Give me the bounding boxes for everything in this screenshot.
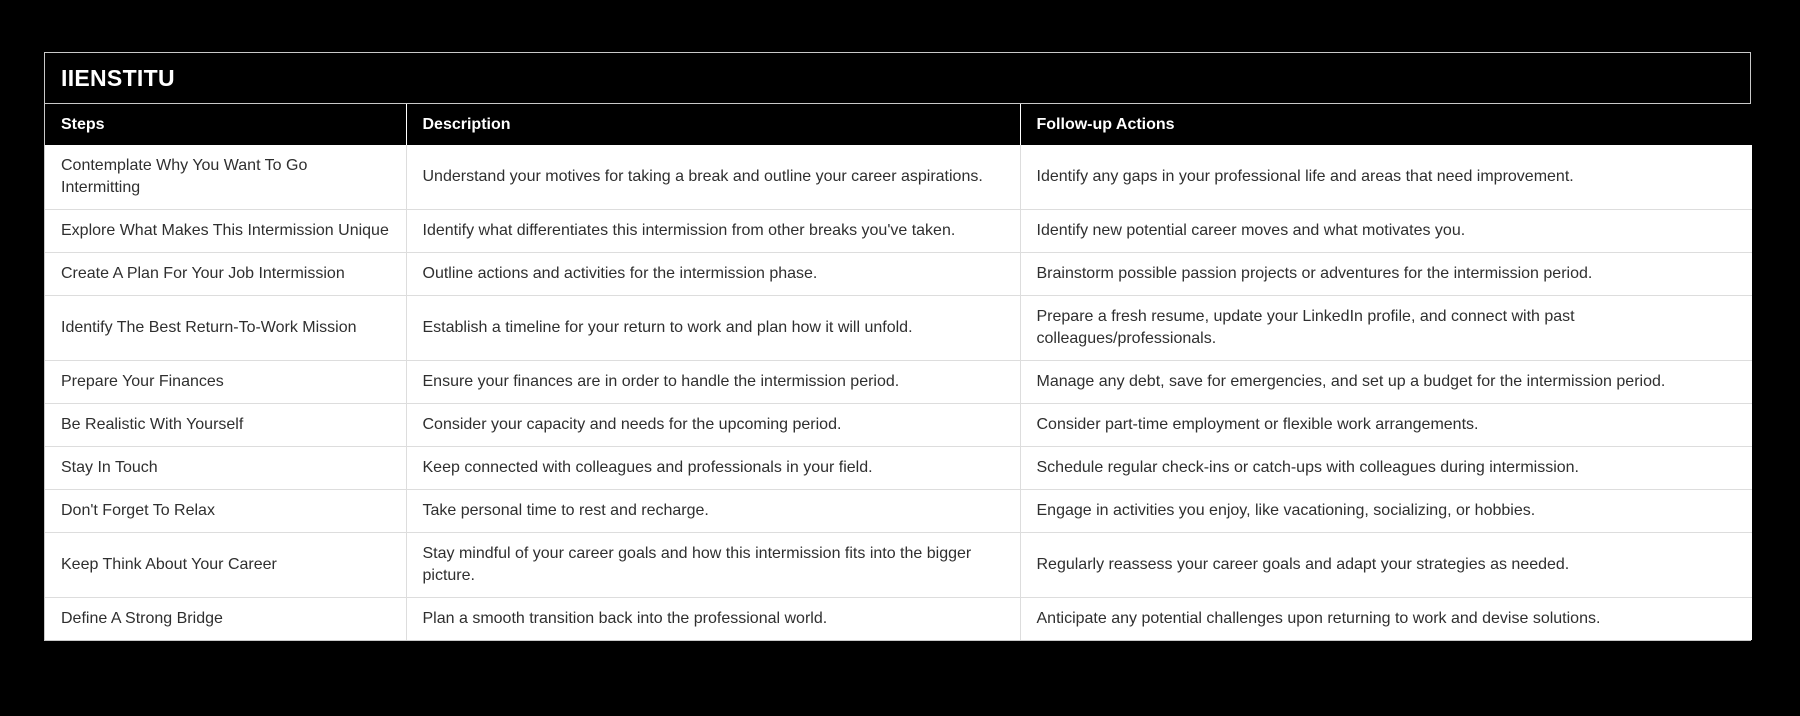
follow-up-cell: Prepare a fresh resume, update your LinkedIn profile, and connect with past colleagues/professionals. [1020,296,1752,361]
table-row [45,253,1752,296]
table-row [45,210,1752,253]
description-cell: Keep connected with colleagues and professionals in your field. [406,447,1020,490]
column-header-steps: Steps [45,104,406,145]
step-cell: Explore What Makes This Intermission Unique [45,210,406,253]
step-cell: Create A Plan For Your Job Intermission [45,253,406,296]
description-cell: Stay mindful of your career goals and how this intermission fits into the bigger picture. [406,533,1020,598]
step-cell: Don't Forget To Relax [45,490,406,533]
step-cell: Contemplate Why You Want To Go Intermitting [45,145,406,210]
table-row [45,404,1752,447]
description-cell: Outline actions and activities for the intermission phase. [406,253,1020,296]
description-cell: Identify what differentiates this intermission from other breaks you've taken. [406,210,1020,253]
step-cell: Define A Strong Bridge [45,598,406,641]
follow-up-cell: Brainstorm possible passion projects or adventures for the intermission period. [1020,253,1752,296]
step-cell: Be Realistic With Yourself [45,404,406,447]
table-row [45,296,1752,361]
table-row [45,533,1752,598]
card-title-bar [45,53,1750,104]
card-title: IIENSTITU [61,65,175,91]
step-cell: Stay In Touch [45,447,406,490]
steps-table [45,104,1752,640]
follow-up-cell: Identify any gaps in your professional life and areas that need improvement. [1020,145,1752,210]
table-row [45,145,1752,210]
step-cell: Keep Think About Your Career [45,533,406,598]
table-row [45,361,1752,404]
column-header-description: Description [406,104,1020,145]
description-cell: Take personal time to rest and recharge. [406,490,1020,533]
table-body [45,145,1752,640]
follow-up-cell: Consider part-time employment or flexible work arrangements. [1020,404,1752,447]
follow-up-cell: Schedule regular check-ins or catch-ups with colleagues during intermission. [1020,447,1752,490]
table-row [45,447,1752,490]
follow-up-cell: Identify new potential career moves and what motivates you. [1020,210,1752,253]
description-cell: Understand your motives for taking a break and outline your career aspirations. [406,145,1020,210]
description-cell: Ensure your finances are in order to handle the intermission period. [406,361,1020,404]
follow-up-cell: Anticipate any potential challenges upon returning to work and devise solutions. [1020,598,1752,641]
table-row [45,598,1752,641]
follow-up-cell: Manage any debt, save for emergencies, and set up a budget for the intermission period. [1020,361,1752,404]
table-row [45,490,1752,533]
column-header-follow-up-actions: Follow-up Actions [1020,104,1752,145]
step-cell: Identify The Best Return-To-Work Mission [45,296,406,361]
description-cell: Consider your capacity and needs for the upcoming period. [406,404,1020,447]
table-card [44,52,1751,641]
step-cell: Prepare Your Finances [45,361,406,404]
table-header-row [45,104,1752,145]
follow-up-cell: Engage in activities you enjoy, like vacationing, socializing, or hobbies. [1020,490,1752,533]
description-cell: Plan a smooth transition back into the professional world. [406,598,1020,641]
description-cell: Establish a timeline for your return to work and plan how it will unfold. [406,296,1020,361]
follow-up-cell: Regularly reassess your career goals and adapt your strategies as needed. [1020,533,1752,598]
